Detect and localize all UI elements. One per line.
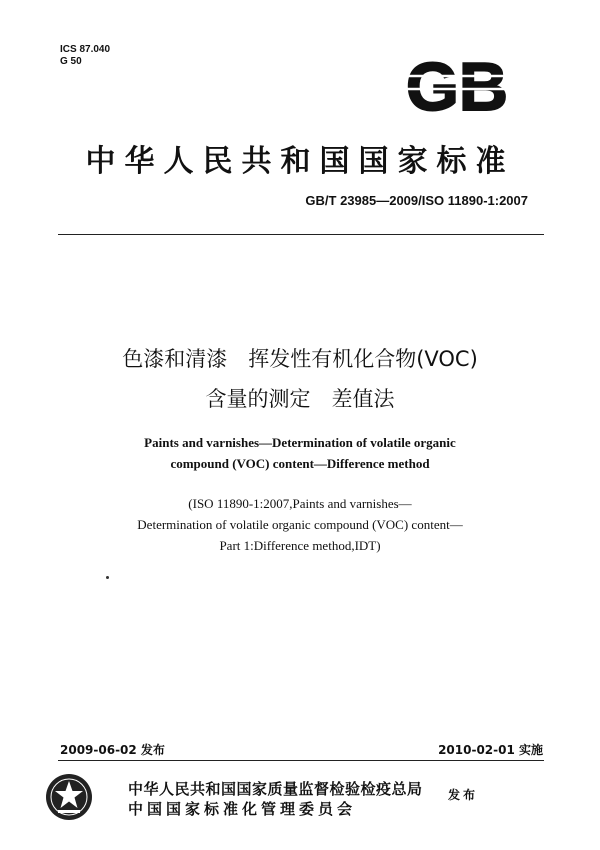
footer-divider	[58, 760, 544, 761]
gb-logo	[398, 54, 516, 116]
chinese-title-line-1: 色漆和清漆 挥发性有机化合物(VOC)	[122, 347, 478, 371]
iso-reference-line-3: Part 1:Difference method,IDT)	[219, 538, 381, 553]
stray-mark	[106, 576, 109, 579]
issuer-line-1: 中华人民共和国国家质量监督检验检疫总局	[128, 780, 423, 798]
standard-title: 中华人民共和国国家标准	[85, 144, 515, 179]
iso-reference-line-1: (ISO 11890-1:2007,Paints and varnishes—	[188, 496, 412, 511]
issuer-line-2: 中国国家标准化管理委员会	[128, 800, 357, 818]
standard-number: GB/T 23985—2009/ISO 11890-1:2007	[305, 193, 528, 208]
english-title-line-2: compound (VOC) content—Difference method	[170, 456, 430, 471]
issue-label: 发布	[448, 788, 479, 802]
publish-date: 2009-06-02 发布	[60, 743, 165, 757]
classification-codes	[60, 44, 110, 68]
implement-date: 2010-02-01 实施	[438, 743, 543, 757]
ics-code: ICS 87.040	[60, 44, 111, 55]
gb-logo-text: GB	[406, 54, 508, 116]
english-title-line-1: Paints and varnishes—Determination of volatile organic	[144, 435, 456, 450]
national-emblem-seal-icon	[44, 772, 94, 822]
chinese-title-line-2: 含量的测定 差值法	[205, 387, 395, 411]
iso-reference-line-2: Determination of volatile organic compound (VOC) content—	[137, 517, 463, 532]
header-divider	[58, 234, 544, 235]
ccs-code: G 50	[60, 56, 82, 67]
